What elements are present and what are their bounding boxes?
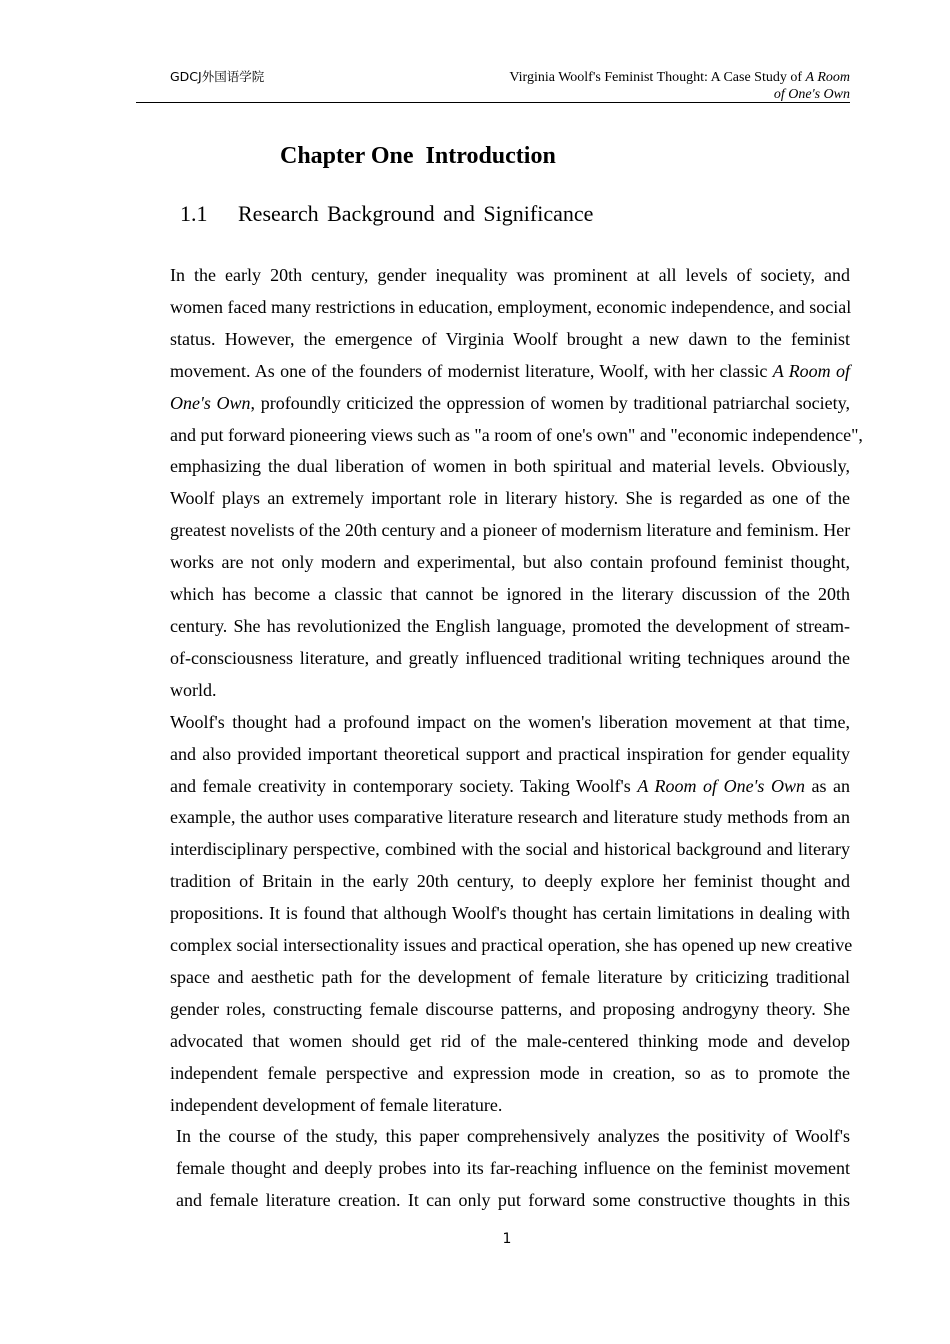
paragraph-3 [136, 1121, 850, 1217]
text-line: example, the author uses comparative literature research and literature study methods from an [170, 807, 850, 828]
text-run: and female creativity in contemporary society. Taking Woolf's [170, 775, 638, 796]
text-line: emphasizing the dual liberation of women in both spiritual and material levels. Obviously, [170, 456, 850, 477]
text-line: Woolf plays an extremely important role in literary history. She is regarded as one of the [170, 488, 850, 509]
text-line: independent development of female literature. [170, 1094, 503, 1115]
text-line: space and aesthetic path for the development of female literature by criticizing traditional [170, 966, 850, 987]
header-rule [136, 102, 850, 103]
text-line: and female literature creation. It can only put forward some constructive thoughts in this [176, 1190, 850, 1211]
text-run: as an [811, 775, 850, 796]
header-title-prefix: Virginia Woolf's Feminist Thought: A Case Study of [509, 70, 806, 85]
text-line [136, 388, 850, 420]
text-line: independent female perspective and expression mode in creation, so as to promote the [170, 1062, 850, 1083]
text-line: In the early 20th century, gender inequality was prominent at all levels of society, and [170, 265, 850, 285]
text-line: greatest novelists of the 20th century and a pioneer of modernism literature and feminism. Her [170, 520, 851, 541]
text-line: of-consciousness literature, and greatly influenced traditional writing techniques around the [170, 647, 850, 668]
book-title: A Room of One's Own [637, 775, 805, 796]
chapter-title: Chapter One Introduction [280, 143, 556, 169]
book-title: A Room of [772, 360, 851, 381]
text-line: complex social intersectionality issues and practical operation, she has opened up new creative [170, 935, 853, 956]
section-title: Research Background and Significance [238, 201, 594, 226]
text-line: women faced many restrictions in education, employment, economic independence, and social [170, 296, 852, 317]
text-line: In the course of the study, this paper comprehensively analyzes the positivity of Woolf's [176, 1126, 850, 1147]
header-running-title [450, 69, 850, 103]
text-line: advocated that women should get rid of the male-centered thinking mode and develop [170, 1030, 850, 1051]
text-line: century. She has revolutionized the English language, promoted the development of stream- [170, 615, 850, 636]
text-line: status. However, the emergence of Virginia Woolf brought a new dawn to the feminist [170, 328, 850, 349]
book-title: One's Own [170, 392, 251, 413]
paragraph-2 [136, 707, 853, 1122]
text-line: and put forward pioneering views such as "a room of one's own" and "economic independence", [170, 424, 863, 445]
header-book-title-1: A Room [805, 70, 850, 85]
text-line: interdisciplinary perspective, combined with the social and historical background and literary [170, 839, 850, 860]
body-text [136, 260, 863, 1217]
text-line [136, 356, 850, 388]
text-line: Woolf's thought had a profound impact on the women's liberation movement at that time, [170, 711, 850, 732]
text-line: world. [170, 679, 217, 700]
section-heading [180, 199, 593, 229]
header-institution: GDCJ外国语学院 [170, 69, 265, 84]
text-line [136, 771, 850, 803]
text-line: tradition of Britain in the early 20th century, to deeply explore her feminist thought and [170, 871, 850, 892]
text-run: , profoundly criticized the oppression of women by traditional patriarchal society, [250, 392, 850, 413]
text-line: works are not only modern and experimental, but also contain profound feminist thought, [170, 552, 850, 573]
text-line: propositions. It is found that although Woolf's thought has certain limitations in dealing with [170, 903, 850, 924]
paragraph-1 [136, 260, 863, 707]
header-book-title-2: of One's Own [773, 87, 850, 102]
text-line: gender roles, constructing female discourse patterns, and proposing androgyny theory. She [170, 998, 850, 1019]
text-line: and also provided important theoretical support and practical inspiration for gender equality [170, 743, 850, 764]
text-run: movement. As one of the founders of modernist literature, Woolf, with her classic [170, 360, 773, 381]
text-line: female thought and deeply probes into its far-reaching influence on the feminist movement [176, 1158, 850, 1179]
section-number: 1.1 [180, 201, 208, 226]
page-number: 1 [502, 1231, 512, 1247]
text-line: which has become a classic that cannot be ignored in the literary discussion of the 20th [170, 584, 850, 605]
